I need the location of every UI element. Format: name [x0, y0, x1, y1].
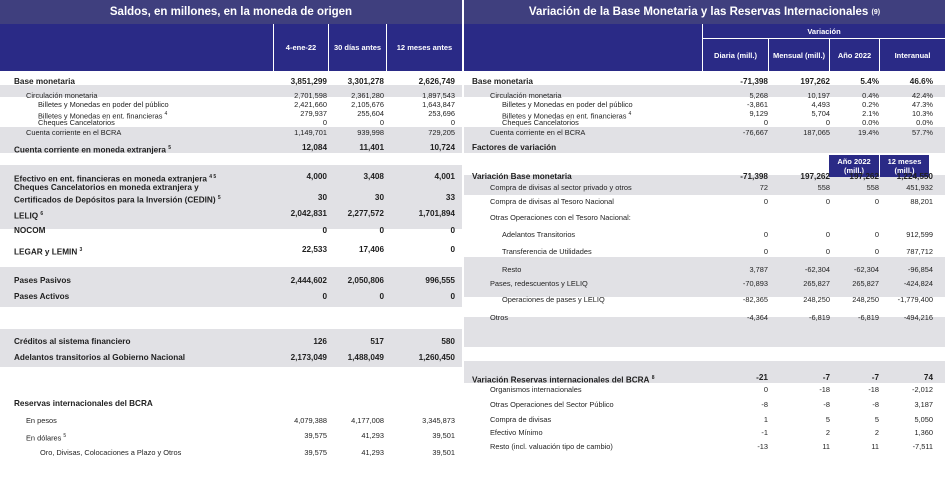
right-table-row	[464, 441, 945, 453]
row-value: -8	[823, 400, 830, 409]
row-value: 4,493	[811, 100, 830, 109]
row-value: 265,827	[803, 279, 830, 288]
row-value: 2,701,598	[294, 91, 327, 100]
row-label-text: Efectivo Mínimo	[490, 428, 543, 437]
row-label-text: Resto (incl. valuación tipo de cambio)	[490, 442, 613, 451]
row-value: 451,932	[906, 183, 933, 192]
row-value: 30	[317, 193, 327, 202]
row-value: 0	[450, 245, 455, 254]
right-title-text: Variación de la Base Monetaria y las Reservas Internacionales	[528, 6, 869, 18]
row-label	[14, 224, 45, 238]
row-value: 39,575	[304, 431, 327, 440]
row-value: 996,555	[425, 276, 455, 285]
row-value: -1,779,400	[897, 295, 933, 304]
row-value: 33	[445, 193, 455, 202]
right-table-row	[464, 384, 945, 396]
row-value: 2,173,049	[290, 353, 327, 362]
row-label-text: LELIQ	[14, 211, 39, 221]
row-value: 2,105,676	[351, 100, 384, 109]
row-value: 3,851,299	[290, 77, 327, 86]
row-value: -1	[761, 428, 768, 437]
right-panel	[464, 0, 945, 451]
row-value: -18	[868, 385, 879, 394]
row-value: 0.2%	[862, 100, 879, 109]
row-label	[14, 207, 43, 224]
row-value: 10,724	[429, 143, 455, 152]
row-value: 0	[763, 385, 768, 394]
row-value: 1,488,049	[347, 353, 384, 362]
row-value: 0.0%	[862, 118, 879, 127]
row-value: 1	[763, 415, 768, 424]
row-label	[26, 430, 66, 444]
row-label-text: Compra de divisas	[490, 415, 552, 424]
row-value: -6,819	[858, 313, 879, 322]
row-label-text: Billetes y Monedas en ent. financieras	[502, 111, 627, 121]
row-value: -62,304	[853, 265, 879, 274]
right-table-row	[464, 182, 945, 194]
row-label-text: Billetes y Monedas en poder del público	[502, 100, 633, 109]
row-label	[490, 414, 551, 426]
row-value: 5,050	[914, 415, 933, 424]
row-value: 187,065	[803, 128, 830, 137]
row-value: 558	[817, 183, 830, 192]
right-title-sup: (9)	[871, 8, 881, 16]
row-value: 0	[379, 292, 384, 301]
row-label-text: Adelantos transitorios al Gobierno Nacional	[14, 353, 186, 362]
subheader-12-meses: 12 meses (mill.)	[880, 155, 929, 177]
row-label-text: Reservas internacionales del BCRA	[14, 399, 153, 408]
row-label	[502, 264, 521, 276]
col-header-30-days: 30 días antes	[328, 24, 386, 71]
row-value: 197,262	[800, 77, 830, 86]
row-label	[14, 75, 75, 89]
row-label	[26, 127, 121, 139]
variacion-header: Variación	[702, 24, 945, 39]
row-value: 0	[825, 230, 830, 239]
row-label	[14, 335, 130, 349]
row-label-text: Resto	[502, 265, 522, 274]
row-label-text: Base monetaria	[472, 77, 533, 86]
col-header-mensual: Mensual (mill.)	[768, 39, 829, 71]
row-value: 0	[322, 292, 327, 301]
row-label-text: Créditos al sistema financiero	[14, 337, 131, 346]
col-header-interanual: Interanual	[879, 39, 945, 71]
row-value: -494,216	[903, 313, 933, 322]
row-value: 11,401	[359, 143, 384, 152]
footnote-marker: 4	[628, 111, 632, 117]
right-table-row	[464, 427, 945, 439]
right-table-row	[464, 127, 945, 139]
left-title: Saldos, en millones, en la moneda de origen	[0, 0, 462, 24]
row-label-text: Cheques Cancelatorios en moneda extranjera y	[14, 183, 199, 192]
row-value: 0	[874, 197, 879, 206]
row-label-text: Oro, Divisas, Colocaciones a Plazo y Otros	[40, 448, 182, 457]
left-panel	[0, 0, 462, 457]
row-value: 0	[450, 226, 455, 235]
row-value: 5,268	[749, 91, 768, 100]
footnote-marker: 8	[651, 375, 655, 381]
left-table-row	[0, 141, 462, 155]
right-table-row	[464, 212, 945, 224]
col-header-anio: Año 2022	[829, 39, 879, 71]
row-value: 3,187	[914, 400, 933, 409]
row-label-text: Cuenta corriente en el BCRA	[490, 128, 586, 137]
row-label-text: Cuenta corriente en moneda extranjera	[14, 145, 166, 155]
row-value: 42.4%	[912, 91, 933, 100]
row-label	[472, 141, 556, 155]
footnote-marker: 4	[164, 111, 168, 117]
row-value: 3,408	[363, 172, 384, 181]
row-value: 30	[374, 193, 384, 202]
row-value: 0	[874, 247, 879, 256]
col-header-diaria: Diaria (mill.)	[702, 39, 768, 71]
row-label-text: Organismos internacionales	[490, 385, 582, 394]
left-table-row	[0, 207, 462, 221]
row-value: 4,177,008	[351, 416, 384, 425]
right-rows	[464, 71, 945, 487]
row-value: 1,260,450	[418, 353, 455, 362]
row-label-text: Cuenta corriente en el BCRA	[26, 128, 122, 137]
footnote-marker: 5	[217, 195, 221, 201]
row-label	[472, 75, 533, 89]
row-label	[14, 141, 171, 158]
row-value: 1,701,894	[418, 209, 455, 218]
row-label-text: NOCOM	[14, 226, 46, 235]
row-value: 1,360	[914, 428, 933, 437]
row-value: 0	[825, 247, 830, 256]
row-value: 3,301,278	[347, 77, 384, 86]
row-label-text: LEGAR y LEMIN	[14, 247, 78, 257]
row-value: 0	[322, 226, 327, 235]
right-table-row	[464, 229, 945, 241]
row-label-text: Cheques Cancelatorios	[502, 118, 579, 127]
row-label-text: Efectivo en ent. financieras en moneda extranjera	[14, 174, 207, 184]
row-value: 2,050,806	[347, 276, 384, 285]
col-header-12-months: 12 meses antes	[386, 24, 462, 71]
row-value: 255,604	[357, 109, 384, 118]
row-value: -4,364	[747, 313, 768, 322]
right-table-row	[464, 246, 945, 258]
subheader-anio-2022: Año 2022 (mill.)	[829, 155, 879, 177]
row-value: 10.3%	[912, 109, 933, 118]
row-value: 11	[822, 442, 830, 451]
row-value: 729,205	[428, 128, 455, 137]
row-value: 0.4%	[862, 91, 879, 100]
row-value: 0	[450, 292, 455, 301]
left-table-row	[0, 224, 462, 238]
row-value: -13	[757, 442, 768, 451]
row-value: 4,000	[306, 172, 327, 181]
right-table-row	[464, 371, 945, 385]
row-value: -2,012	[912, 385, 933, 394]
row-value: -18	[819, 385, 830, 394]
row-value: 787,712	[906, 247, 933, 256]
row-value: 2,042,831	[290, 209, 327, 218]
row-label-text: Circulación monetaria	[490, 91, 562, 100]
row-value: 22,533	[301, 245, 327, 254]
row-value: 248,250	[803, 295, 830, 304]
row-label	[490, 182, 632, 194]
row-value: 2,361,280	[351, 91, 384, 100]
row-label-text: En dólares	[26, 433, 62, 443]
row-label	[490, 427, 543, 439]
row-label-text: Compra de divisas al sector privado y otros	[490, 183, 632, 192]
row-label-text: Otros	[490, 313, 509, 322]
row-value: 19.4%	[858, 128, 879, 137]
row-value: 2,626,749	[418, 77, 455, 86]
left-table-row	[0, 351, 462, 365]
right-title	[464, 0, 945, 24]
row-label	[14, 274, 71, 288]
left-table-row	[0, 191, 462, 205]
row-label	[490, 399, 614, 411]
row-label	[490, 441, 613, 453]
row-value: 0	[825, 197, 830, 206]
row-value: 46.6%	[909, 77, 933, 86]
row-label-text: Otras Operaciones con el Tesoro Nacional:	[490, 213, 631, 222]
row-value: 580	[441, 337, 455, 346]
row-label	[14, 191, 221, 208]
row-value: -8	[872, 400, 879, 409]
row-value: 197,262	[800, 172, 830, 181]
row-value: 39,575	[304, 448, 327, 457]
row-label-text: Pases Activos	[14, 292, 70, 301]
footnote-marker: 5	[63, 433, 67, 439]
footnote-marker: 4 5	[209, 174, 217, 180]
row-value: 3,345,873	[422, 416, 455, 425]
row-label-text: Base monetaria	[14, 77, 75, 86]
row-label	[490, 127, 585, 139]
row-value: 1,643,847	[422, 100, 455, 109]
row-value: -82,365	[742, 295, 768, 304]
row-value: 197,262	[849, 172, 879, 181]
row-value: 1,897,543	[422, 91, 455, 100]
row-value: 126	[313, 337, 327, 346]
row-value: -62,304	[804, 265, 830, 274]
row-label-text: Billetes y Monedas en ent. financieras	[38, 111, 163, 121]
row-label-text: En pesos	[26, 416, 57, 425]
row-value: 0.0%	[916, 118, 933, 127]
row-value: 39,501	[432, 431, 455, 440]
right-table-row	[464, 264, 945, 276]
row-label-text: Certificados de Depósitos para la Inversión (CEDIN)	[14, 195, 216, 205]
row-value: 88,201	[910, 197, 933, 206]
row-value: 39,501	[432, 448, 455, 457]
row-value: 4,001	[434, 172, 455, 181]
row-label	[490, 212, 631, 224]
row-value: -424,824	[903, 279, 933, 288]
row-label-text: Pases, redescuentos y LELIQ	[490, 279, 588, 288]
left-table-row	[0, 290, 462, 304]
left-table-row	[0, 415, 462, 427]
row-value: 248,250	[852, 295, 879, 304]
row-value: -6,819	[809, 313, 830, 322]
row-value: -7	[822, 373, 830, 382]
row-label-text: Billetes y Monedas en poder del público	[38, 100, 169, 109]
footnote-marker: 3	[79, 247, 83, 253]
row-label-text: Cheques Cancelatorios	[38, 118, 115, 127]
row-value: 912,599	[906, 230, 933, 239]
row-label	[490, 312, 508, 324]
row-value: -70,893	[742, 279, 768, 288]
right-table-row	[464, 312, 945, 324]
row-value: 2.1%	[862, 109, 879, 118]
left-table-row	[0, 274, 462, 288]
row-value: 0	[379, 226, 384, 235]
row-value: -3,861	[747, 100, 768, 109]
row-value: 558	[866, 183, 879, 192]
row-value: 2,277,572	[347, 209, 384, 218]
row-label	[502, 246, 592, 258]
left-table-row	[0, 397, 462, 411]
footnote-marker: 6	[40, 211, 44, 217]
row-value: -8	[761, 400, 768, 409]
row-value: 253,696	[428, 109, 455, 118]
row-value: 0	[763, 230, 768, 239]
left-table-row	[0, 75, 462, 89]
row-label-text: Transferencia de Utilidades	[502, 247, 592, 256]
row-label	[26, 415, 57, 427]
row-value: 0	[874, 230, 879, 239]
right-table-row	[464, 75, 945, 89]
row-value: 5	[825, 415, 830, 424]
row-label	[14, 351, 185, 365]
row-value: 9,129	[749, 109, 768, 118]
row-value: 0	[450, 118, 455, 127]
row-value: 12,084	[301, 143, 327, 152]
row-value: 2,421,660	[294, 100, 327, 109]
row-value: 0	[322, 118, 327, 127]
row-label	[502, 229, 575, 241]
row-label	[14, 290, 69, 304]
left-table-row	[0, 430, 462, 442]
row-value: 3,787	[749, 265, 768, 274]
row-value: 2,444,602	[290, 276, 327, 285]
row-label	[14, 243, 82, 260]
row-value: -71,398	[740, 172, 768, 181]
right-table-row	[464, 399, 945, 411]
row-value: -76,667	[742, 128, 768, 137]
row-label	[490, 196, 614, 208]
row-value: -96,854	[907, 265, 933, 274]
left-table-row	[0, 447, 462, 459]
row-value: 0	[379, 118, 384, 127]
row-label-text: Compra de divisas al Tesoro Nacional	[490, 197, 614, 206]
row-value: 47.3%	[912, 100, 933, 109]
right-header	[464, 24, 945, 71]
row-label	[490, 384, 582, 396]
row-label	[502, 294, 605, 306]
row-value: -21	[756, 373, 768, 382]
row-label-text: Circulación monetaria	[26, 91, 98, 100]
row-value: 1,149,701	[294, 128, 327, 137]
row-value: 11	[871, 442, 879, 451]
row-value: 0	[763, 118, 768, 127]
row-value: 17,406	[358, 245, 384, 254]
row-value: -71,398	[740, 77, 768, 86]
row-value: 265,827	[852, 279, 879, 288]
right-table-row	[464, 278, 945, 290]
row-value: 74	[923, 373, 933, 382]
footnote-marker: 5	[168, 145, 172, 151]
row-value: 41,293	[361, 448, 384, 457]
row-label-text: Operaciones de pases y LELIQ	[502, 295, 605, 304]
row-value: 0	[763, 247, 768, 256]
row-label	[490, 278, 588, 290]
row-value: 5.4%	[860, 77, 879, 86]
row-value: 5	[874, 415, 879, 424]
row-value: 5,704	[811, 109, 830, 118]
row-value: 1,224,550	[896, 172, 933, 181]
row-label-text: Variación Base monetaria	[472, 172, 572, 181]
row-value: 279,937	[300, 109, 327, 118]
right-table-row	[464, 294, 945, 306]
row-value: 2	[825, 428, 830, 437]
row-value: 0	[825, 118, 830, 127]
row-value: 10,197	[807, 91, 830, 100]
row-value: 4,079,388	[294, 416, 327, 425]
row-value: -7	[871, 373, 879, 382]
row-value: 72	[759, 183, 768, 192]
row-label	[14, 397, 153, 411]
row-value: 41,293	[361, 431, 384, 440]
right-table-row	[464, 414, 945, 426]
row-label-text: Otras Operaciones del Sector Público	[490, 400, 614, 409]
row-label-text: Adelantos Transitorios	[502, 230, 576, 239]
row-value: -7,511	[912, 442, 933, 451]
right-row-band	[464, 257, 945, 297]
left-table-row	[0, 127, 462, 139]
left-table-row	[0, 335, 462, 349]
row-value: 517	[370, 337, 384, 346]
row-label	[40, 447, 181, 459]
row-label-text: Factores de variación	[472, 143, 557, 152]
col-header-date: 4-ene-22	[273, 24, 328, 71]
right-table-row	[464, 141, 945, 155]
left-header	[0, 24, 462, 71]
row-value: 0	[763, 197, 768, 206]
row-value: 939,998	[357, 128, 384, 137]
row-label-text: Pases Pasivos	[14, 276, 71, 285]
row-label-text: Variación Reservas internacionales del BCRA	[472, 375, 650, 385]
row-value: 2	[874, 428, 879, 437]
left-rows	[0, 71, 462, 487]
row-value: 57.7%	[912, 128, 933, 137]
left-table-row	[0, 243, 462, 257]
right-table-row	[464, 196, 945, 208]
